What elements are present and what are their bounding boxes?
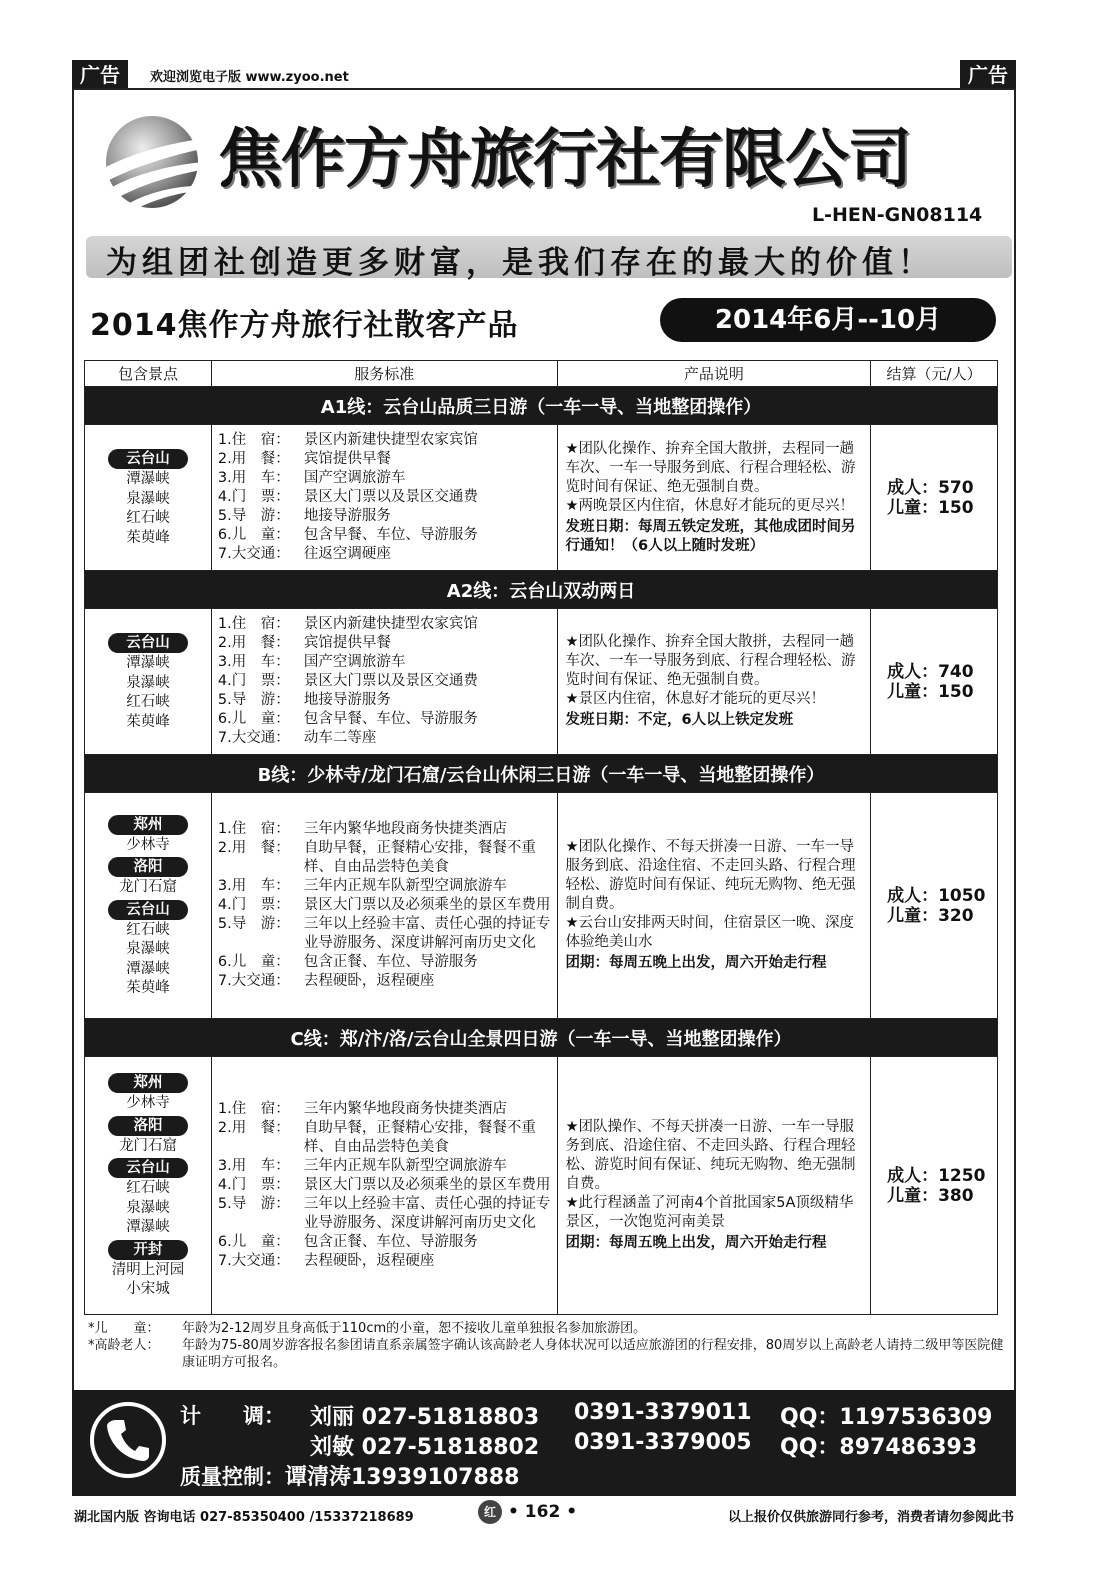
scenic-spot: 泉瀑峡 [126,490,170,507]
service-item [218,729,551,748]
city-badge: 云台山 [108,1158,188,1178]
service-label: 4.门 票： [217,673,290,689]
price-cell [871,609,998,755]
scenic-spot: 少林寺 [126,1095,170,1112]
scenic-spot: 潭瀑峡 [126,655,170,671]
note-label: *儿 童： [88,1321,160,1336]
service-value: 包含早餐、车位、导游服务 [303,527,478,543]
service-cell [211,793,557,1019]
line-title: C线：郑/汴/洛/云台山全景四日游（一车一导、当地整团操作） [85,1019,998,1057]
service-value: 去程硬卧，返程硬座 [303,973,435,989]
service-label: 5.导 游： [217,916,290,932]
service-value: 动车二等座 [303,730,377,746]
line-title: A2线：云台山双动两日 [85,571,998,609]
service-value: 景区大门票以及景区交通费 [303,489,478,505]
child-price: 儿童：380 [887,1185,974,1206]
service-value: 三年内繁华地段商务快捷类酒店 [303,821,507,837]
service-label: 3.用 车： [217,878,290,894]
footer-edition: 湖北国内版 咨询电话 027-85350400 /15337218689 [74,1510,414,1525]
service-value: 包含正餐、车位、导游服务 [303,1234,478,1250]
scenic-cell [85,1057,212,1315]
service-value: 景区内新建快捷型农家宾馆 [303,616,478,632]
city-badge: 洛阳 [108,1116,188,1136]
scenic-spot: 茱萸峰 [126,529,170,546]
scenic-spot: 红石峡 [126,921,170,938]
service-label: 2.用 餐： [217,840,290,856]
scenic-spot: 茱萸峰 [126,980,170,996]
service-label: 1.住 宿： [217,821,290,837]
service-item [218,1100,551,1119]
scenic-spot: 潭瀑峡 [126,1219,170,1236]
service-value: 往返空调硬座 [303,546,391,562]
description-cell [557,425,871,571]
page-number: • 162 • [508,1502,578,1522]
contact-1-name-phone: 刘丽 027-51818803 [310,1405,540,1430]
service-item [218,653,551,672]
note-text: 年龄为2-12周岁且身高低于110cm的小童，恕不接收儿童单独报名参加旅游团。 [182,1321,647,1336]
scenic-spot: 泉瀑峡 [126,941,170,957]
service-label: 1.住 宿： [217,616,290,632]
service-value: 三年以上经验丰富、责任心强的持证专业导游服务、深度讲解河南历史文化 [303,916,551,951]
scenic-spot: 清明上河园 [111,1261,185,1278]
feature-text: ★此行程涵盖了河南4个首批国家5A顶级精华景区，一次饱览河南美景 [565,1195,854,1230]
page-badge: 红 [478,1500,502,1524]
service-value: 景区内新建快捷型农家宾馆 [303,432,478,448]
service-value: 宾馆提供早餐 [303,451,391,467]
header-price: 结算（元/人） [871,361,998,387]
service-label: 7.大交通： [217,730,290,746]
line-detail-row [85,1057,998,1315]
scenic-spot: 龙门石窟 [118,879,177,895]
license-number: L-HEN-GN08114 [812,204,983,226]
service-label: 5.导 游： [217,692,290,708]
adult-price: 成人：1250 [887,1165,986,1186]
contact-bar [72,1390,1016,1496]
price-cell [871,1057,998,1315]
service-label: 6.儿 童： [217,711,290,727]
scenic-cell [85,425,212,571]
feature-text: ★团队化操作、不每天拼凑一日游、一车一导服务到底、沿途住宿、不走回头路、行程合理轻松、游览时间有保证、纯玩无购物、绝无强制自费。 [565,839,856,912]
description-cell [557,609,871,755]
service-label: 4.门 票： [217,1177,290,1193]
feature-text: ★景区内住宿，休息好才能玩的更尽兴！ [565,691,826,707]
adult-price: 成人：740 [887,661,974,682]
table-body [85,387,998,1315]
service-item [218,691,551,710]
service-item [218,1252,551,1271]
adult-price: 成人：570 [887,477,974,498]
scenic-spot: 小宋城 [126,1281,170,1298]
service-label: 2.用 餐： [217,451,290,467]
welcome-text: 欢迎浏览电子版 www.zyoo.net [150,70,349,85]
feature-text: ★云台山安排两天时间，住宿景区一晚、深度体验绝美山水 [565,915,855,950]
scenic-cell [85,609,212,755]
price-cell [871,793,998,1019]
price-cell [871,425,998,571]
service-label: 5.导 游： [217,1196,290,1212]
service-value: 景区大门票以及景区交通费 [303,673,478,689]
qc-label: 质量控制： [180,1465,285,1489]
service-item [218,545,551,564]
service-item [218,526,551,545]
header-service: 服务标准 [211,361,557,387]
note-child [88,1320,1008,1337]
service-item [218,615,551,634]
service-value: 地接导游服务 [303,508,391,524]
service-value: 国产空调旅游车 [303,470,406,486]
qc-value: 谭清涛13939107888 [285,1465,520,1490]
footer-disclaimer: 以上报价仅供旅游同行参考，消费者请勿参阅此书 [727,1510,1014,1525]
child-price: 儿童：320 [887,905,974,926]
product-title: 2014焦作方舟旅行社散客产品 [90,308,519,343]
date-range-badge: 2014年6月--10月 [660,298,996,342]
service-item [218,972,551,991]
slogan-text: 为组团社创造更多财富，是我们存在的最大的价值！ [106,245,934,281]
scenic-spot: 龙门石窟 [118,1137,177,1154]
feature-text: ★团队化操作、拚弃全国大散拼，去程同一趟车次、一车一导服务到底、行程合理轻松、游览时间有保证、绝无强制自费。 [565,634,856,688]
scenic-cell [85,793,212,1019]
ad-label-right: 广告 [960,60,1016,90]
feature-text: ★两晚景区内住宿，休息好才能玩的更尽兴！ [565,497,855,514]
service-value: 三年以上经验丰富、责任心强的持证专业导游服务、深度讲解河南历史文化 [303,1196,551,1231]
service-value: 去程硬卧，返程硬座 [303,1253,435,1269]
service-item [218,431,551,450]
service-cell [211,425,557,571]
product-table [84,360,998,1315]
line-header-row [85,1019,998,1057]
line-detail-row [85,425,998,571]
service-label: 3.用 车： [217,1158,290,1174]
company-name: 焦作方舟旅行社有限公司 [218,122,911,197]
service-item [218,1195,551,1233]
contact-1-local: 0391-3379011 [574,1400,752,1425]
service-item [218,915,551,953]
city-badge: 郑州 [108,815,188,835]
service-item [218,710,551,729]
service-label: 6.儿 童： [217,1234,290,1250]
service-label: 4.门 票： [217,489,290,505]
schedule-text: 团期：每周五晚上出发，周六开始走行程 [565,955,827,971]
service-item [218,1119,551,1157]
note-label: *高龄老人： [88,1338,160,1353]
schedule-text: 团期：每周五晚上出发，周六开始走行程 [565,1235,827,1251]
service-label: 6.儿 童： [217,527,290,543]
scenic-spot: 潭瀑峡 [126,960,170,977]
service-cell [211,1057,557,1315]
service-value: 景区大门票以及必须乘坐的景区车费用 [303,897,551,913]
service-value: 宾馆提供早餐 [303,635,391,651]
service-item [218,634,551,653]
city-badge: 郑州 [108,1073,188,1093]
service-label: 1.住 宿： [217,432,290,448]
feature-text: ★团队化操作、拚弃全国大散拼，去程同一趟车次、一车一导服务到底、行程合理轻松、游览时间有保证、绝无强制自费。 [565,440,856,495]
line-detail-row [85,793,998,1019]
note-elderly [88,1337,1008,1371]
service-item [218,896,551,915]
line-detail-row [85,609,998,755]
city-badge: 洛阳 [108,857,188,877]
qc-row [180,1460,519,1491]
city-badge: 云台山 [108,900,188,920]
service-item [218,877,551,896]
service-value: 景区大门票以及必须乘坐的景区车费用 [303,1177,551,1193]
description-cell [557,1057,871,1315]
service-value: 三年内正规车队新型空调旅游车 [303,1158,507,1174]
service-value: 包含早餐、车位、导游服务 [303,711,478,727]
service-label: 2.用 餐： [217,1120,290,1136]
scenic-spot: 红石峡 [126,510,170,526]
contact-1-qq: QQ：1197536309 [780,1405,993,1430]
description-cell [557,793,871,1019]
header-description: 产品说明 [557,361,871,387]
scenic-spot: 红石峡 [126,1180,170,1197]
service-value: 国产空调旅游车 [303,654,406,670]
service-label: 4.门 票： [217,897,290,913]
service-label: 1.住 宿： [217,1101,290,1117]
child-price: 儿童：150 [887,681,974,702]
line-title: B线：少林寺/龙门石窟/云台山休闲三日游（一车一导、当地整团操作） [85,755,998,793]
contact-2-name-phone: 刘敏 027-51818802 [310,1435,540,1460]
schedule-text: 发班日期：不定，6人以上铁定发班 [565,712,794,728]
contact-2-local: 0391-3379005 [574,1430,752,1455]
line-header-row [85,755,998,793]
service-item [218,507,551,526]
service-item [218,672,551,691]
service-value: 自助早餐，正餐精心安排，餐餐不重样、自由品尝特色美食 [303,840,536,875]
feature-text: ★团队操作、不每天拼凑一日游、一车一导服务到底、沿途住宿、不走回头路、行程合理轻松、游览时间有保证、纯玩无购物、绝无强制自费。 [565,1119,856,1192]
city-badge: 开封 [108,1240,188,1260]
service-label: 2.用 餐： [217,635,290,651]
dispatch-label: 计 调： [180,1404,285,1428]
notes [88,1320,1008,1371]
service-label: 5.导 游： [217,508,290,524]
service-item [218,1157,551,1176]
service-value: 地接导游服务 [303,692,391,708]
table-header-row [85,361,998,387]
service-value: 三年内繁华地段商务快捷类酒店 [303,1101,507,1117]
globe-logo-icon [88,112,210,212]
service-item [218,1233,551,1252]
service-item [218,1176,551,1195]
scenic-spot: 茱萸峰 [126,713,170,730]
service-item [218,839,551,877]
service-label: 7.大交通： [217,546,290,562]
scenic-spot: 红石峡 [126,694,170,710]
service-label: 6.儿 童： [217,954,290,970]
header-scenic: 包含景点 [85,361,212,387]
service-label: 7.大交通： [217,1253,290,1269]
service-item [218,488,551,507]
line-title: A1线：云台山品质三日游（一车一导、当地整团操作） [85,387,998,425]
service-item [218,469,551,488]
slogan-bar [86,236,1012,281]
service-value: 三年内正规车队新型空调旅游车 [303,878,507,894]
child-price: 儿童：150 [887,497,974,518]
contact-row-1 [310,1400,539,1431]
service-value: 自助早餐，正餐精心安排，餐餐不重样、自由品尝特色美食 [303,1120,536,1155]
line-header-row [85,571,998,609]
phone-icon [90,1402,166,1478]
scenic-spot: 潭瀑峡 [126,471,170,487]
ad-label-left: 广告 [72,60,128,90]
service-item [218,450,551,469]
scenic-spot: 泉瀑峡 [126,674,170,691]
service-item [218,820,551,839]
scenic-spot: 泉瀑峡 [126,1199,170,1216]
service-item [218,953,551,972]
note-text: 年龄为75-80周岁游客报名参团请直系亲属签字确认该高龄老人身体状况可以适应旅游团的行程安排，80周岁以上高龄老人请持二级甲等医院健康证明方可报名。 [182,1338,1004,1370]
service-label: 3.用 车： [217,470,290,486]
service-label: 3.用 车： [217,654,290,670]
contact-2-qq: QQ：897486393 [780,1435,978,1460]
scenic-spot: 少林寺 [126,836,170,853]
page-number-block [478,1500,577,1524]
service-label: 7.大交通： [217,973,290,989]
service-cell [211,609,557,755]
schedule-text: 发班日期：每周五铁定发班，其他成团时间另行通知！（6人以上随时发班） [565,518,856,554]
city-badge: 云台山 [108,449,188,469]
adult-price: 成人：1050 [887,885,986,906]
line-header-row [85,387,998,425]
service-value: 包含正餐、车位、导游服务 [303,954,478,970]
city-badge: 云台山 [108,633,188,653]
